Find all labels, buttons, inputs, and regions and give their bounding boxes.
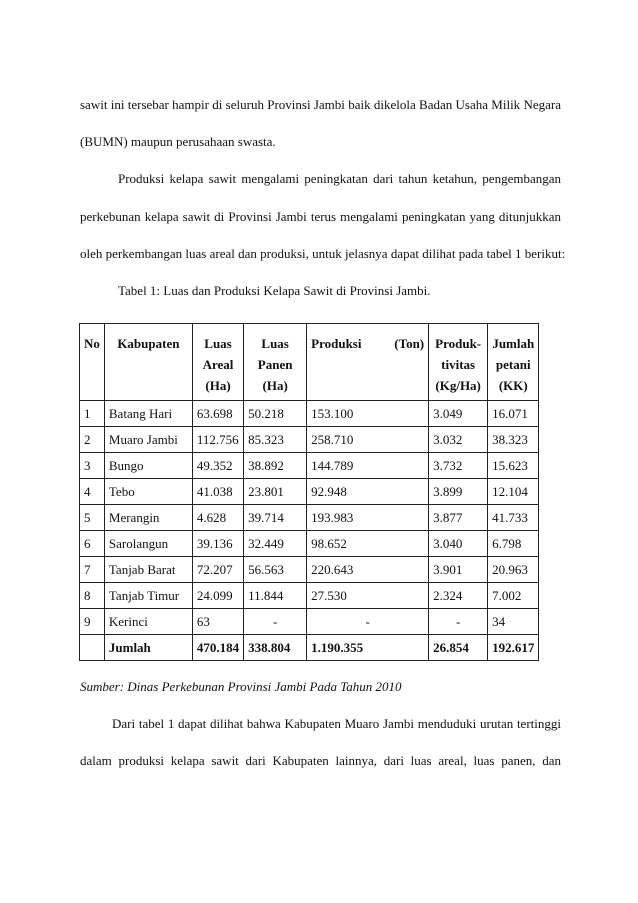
table-cell: 38.892 [244, 453, 307, 479]
table-cell: 2 [80, 427, 105, 453]
table-cell: - [429, 609, 488, 635]
table-cell: 38.323 [488, 427, 539, 453]
table-cell: 41.733 [488, 505, 539, 531]
table-cell: 92.948 [307, 479, 429, 505]
table-cell: 50.218 [244, 401, 307, 427]
table-source-note: Sumber: Dinas Perkebunan Provinsi Jambi Pada Tahun 2010 [80, 679, 402, 694]
header-luas-panen [244, 324, 307, 401]
table-cell: Bungo [104, 453, 192, 479]
header-produksi [307, 324, 429, 401]
header-luas-areal [192, 324, 243, 401]
table-cell: 32.449 [244, 531, 307, 557]
body-text-line: Dari tabel 1 dapat dilihat bahwa Kabupaten Muaro Jambi menduduki urutan tertinggi [112, 716, 561, 731]
header-text-line: (Kg/Ha) [435, 378, 481, 393]
table-cell: 220.643 [307, 557, 429, 583]
table-cell: 49.352 [192, 453, 243, 479]
table-row [80, 505, 539, 531]
header-text-line: Produk- [435, 336, 482, 351]
table-cell: Tebo [104, 479, 192, 505]
table-cell: 39.136 [192, 531, 243, 557]
table-row [80, 453, 539, 479]
table-cell: 63.698 [192, 401, 243, 427]
table-cell: 7.002 [488, 583, 539, 609]
header-kabupaten: Kabupaten [104, 324, 192, 401]
table-cell: 1.190.355 [307, 635, 429, 661]
table-cell: 153.100 [307, 401, 429, 427]
table-cell: 98.652 [307, 531, 429, 557]
table-cell: Batang Hari [104, 401, 192, 427]
body-text-line: Produksi kelapa sawit mengalami peningkatan dari tahun ketahun, pengembangan [118, 171, 561, 186]
table-cell: 9 [80, 609, 105, 635]
table-cell: Sarolangun [104, 531, 192, 557]
table-cell: 3.049 [429, 401, 488, 427]
table-cell: 34 [488, 609, 539, 635]
table-cell: 6.798 [488, 531, 539, 557]
table-cell: 3.877 [429, 505, 488, 531]
table-cell: 20.963 [488, 557, 539, 583]
table-header-row [80, 324, 539, 401]
table-cell: 258.710 [307, 427, 429, 453]
table-cell: 3 [80, 453, 105, 479]
table-cell: 5 [80, 505, 105, 531]
table-cell: 3.732 [429, 453, 488, 479]
table-cell: 23.801 [244, 479, 307, 505]
header-text-line: Luas [204, 336, 232, 351]
table-cell: 63 [192, 609, 243, 635]
table-cell: 470.184 [192, 635, 243, 661]
table-row [80, 583, 539, 609]
table-row [80, 401, 539, 427]
table-cell: 7 [80, 557, 105, 583]
table-cell: Jumlah [104, 635, 192, 661]
table-total-row [80, 635, 539, 661]
header-text-line: (Ha) [262, 378, 288, 393]
table-row [80, 427, 539, 453]
table-cell: 16.071 [488, 401, 539, 427]
table-cell: Muaro Jambi [104, 427, 192, 453]
table-row [80, 531, 539, 557]
table-cell: 338.804 [244, 635, 307, 661]
body-text-line: perkebunan kelapa sawit di Provinsi Jambi terus mengalami peningkatan yang ditunjukkan [80, 209, 561, 224]
table-cell: Tanjab Barat [104, 557, 192, 583]
header-text: (Ton) [394, 336, 425, 351]
table-cell: 4.628 [192, 505, 243, 531]
table-cell: 3.040 [429, 531, 488, 557]
table-cell: 3.032 [429, 427, 488, 453]
header-text-line: (KK) [498, 378, 528, 393]
table-row [80, 609, 539, 635]
body-text-line: sawit ini tersebar hampir di seluruh Provinsi Jambi baik dikelola Badan Usaha Milik Negara [80, 97, 561, 112]
header-text-line: Luas [261, 336, 289, 351]
table-cell: 6 [80, 531, 105, 557]
table-cell: 39.714 [244, 505, 307, 531]
body-text-line: dalam produksi kelapa sawit dari Kabupaten lainnya, dari luas areal, luas panen, dan [80, 753, 561, 768]
table-cell: - [244, 609, 307, 635]
table-cell: 26.854 [429, 635, 488, 661]
table-cell: 85.323 [244, 427, 307, 453]
table-cell: 2.324 [429, 583, 488, 609]
table-cell: 4 [80, 479, 105, 505]
body-text-line: (BUMN) maupun perusahaan swasta. [80, 134, 276, 149]
table-cell: 144.789 [307, 453, 429, 479]
table-cell: 8 [80, 583, 105, 609]
table-cell: - [307, 609, 429, 635]
table-cell: 193.983 [307, 505, 429, 531]
table-cell: 192.617 [488, 635, 539, 661]
table-cell: 3.899 [429, 479, 488, 505]
header-jumlah-petani [488, 324, 539, 401]
table-caption: Tabel 1: Luas dan Produksi Kelapa Sawit di Provinsi Jambi. [118, 283, 431, 298]
table-cell: 72.207 [192, 557, 243, 583]
table-row [80, 479, 539, 505]
table-row [80, 557, 539, 583]
table-cell: 12.104 [488, 479, 539, 505]
table-cell: Merangin [104, 505, 192, 531]
table-cell: 24.099 [192, 583, 243, 609]
header-text-line: tivitas [441, 357, 476, 372]
body-text-line: oleh perkembangan luas areal dan produksi, untuk jelasnya dapat dilihat pada tabel 1 berikut: [80, 246, 566, 261]
header-text-line: Panen [257, 357, 293, 372]
table-cell: Kerinci [104, 609, 192, 635]
header-no: No [80, 324, 105, 401]
header-text-line: Jumlah [492, 336, 535, 351]
table-cell: 56.563 [244, 557, 307, 583]
header-produktivitas [429, 324, 488, 401]
table-cell: 1 [80, 401, 105, 427]
table-cell: 112.756 [192, 427, 243, 453]
table-cell: 11.844 [244, 583, 307, 609]
table-cell: 41.038 [192, 479, 243, 505]
header-text: Produksi [311, 336, 362, 351]
table-cell: 3.901 [429, 557, 488, 583]
header-text-line: petani [495, 357, 531, 372]
header-text-line: (Ha) [205, 378, 231, 393]
table-cell [80, 635, 105, 661]
production-table [79, 323, 539, 661]
table-cell: 27.530 [307, 583, 429, 609]
header-text-line: Areal [202, 357, 234, 372]
table-cell: 15.623 [488, 453, 539, 479]
table-cell: Tanjab Timur [104, 583, 192, 609]
